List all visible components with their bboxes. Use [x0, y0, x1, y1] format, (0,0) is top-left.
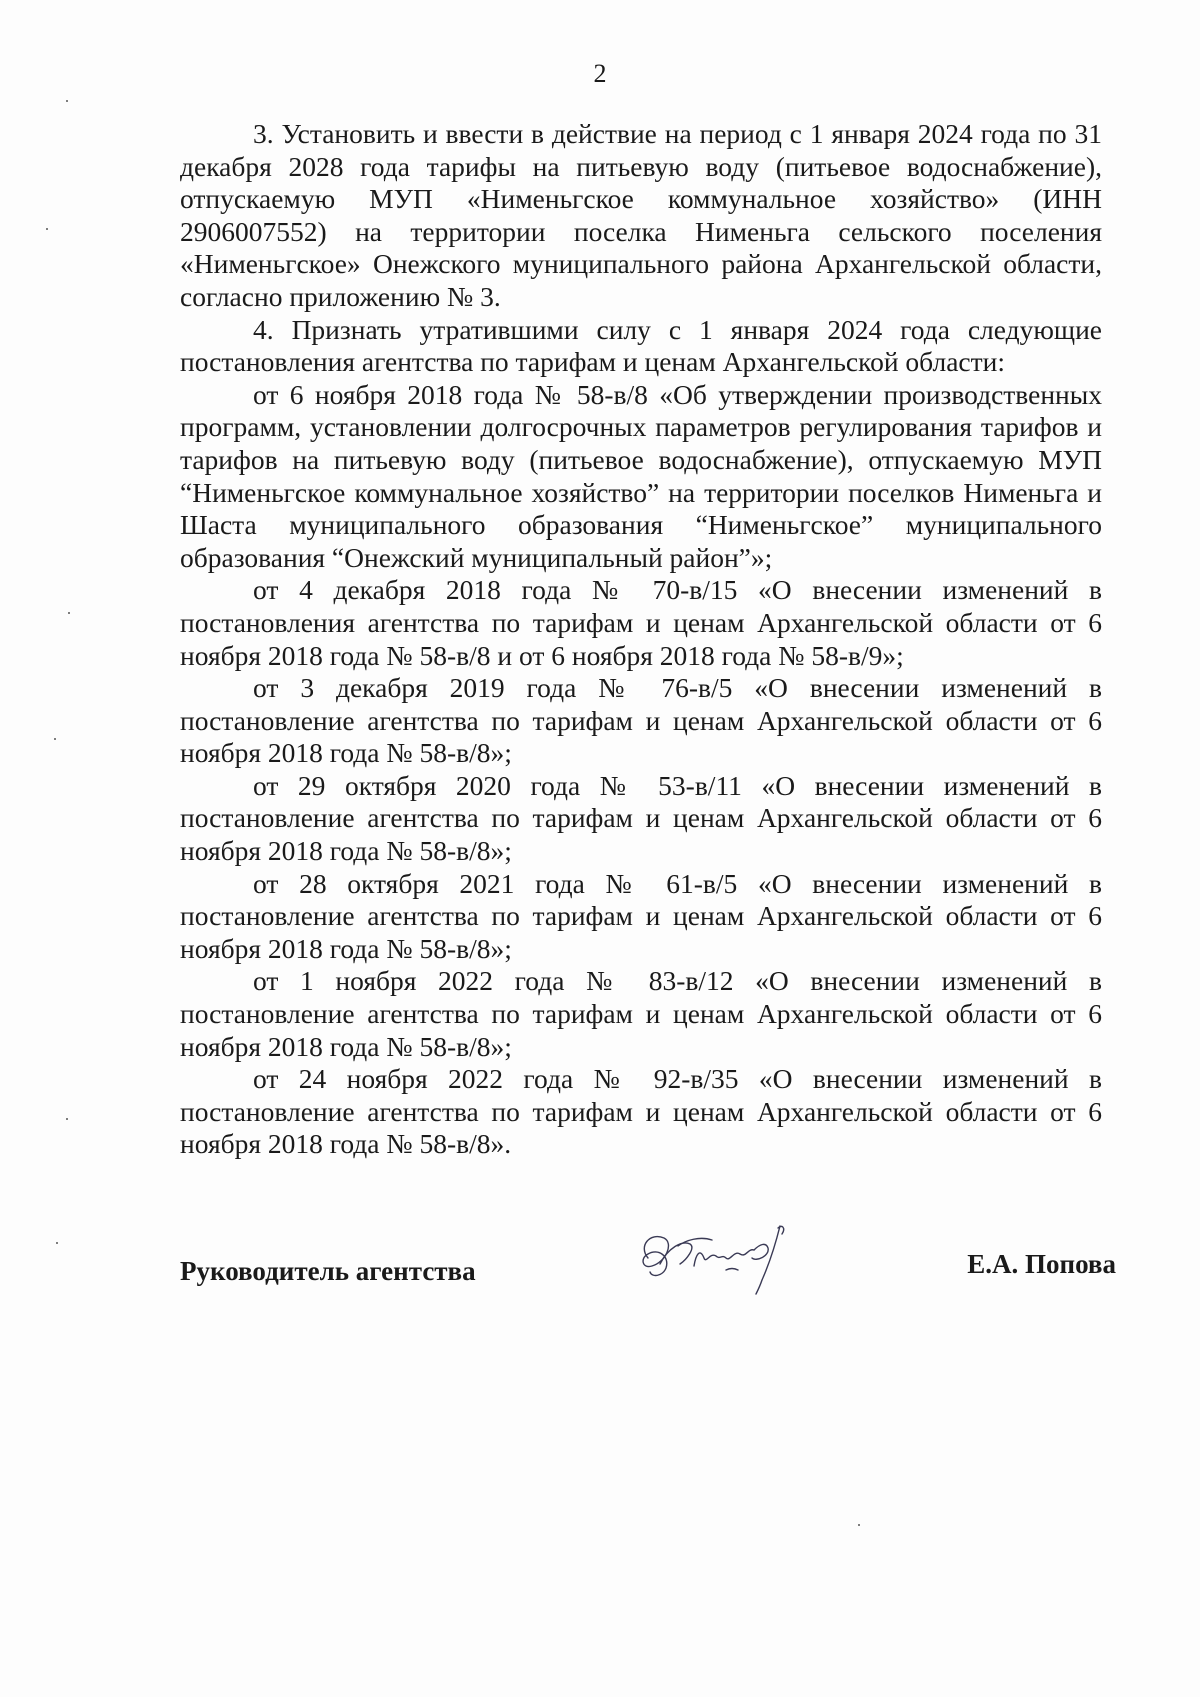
page-number: 2 — [593, 59, 607, 88]
signatory-title: Руководитель агентства — [180, 1256, 476, 1286]
scan-speck — [56, 1242, 58, 1244]
scan-speck — [46, 228, 48, 230]
scan-speck — [66, 1118, 68, 1120]
repealed-decree-item: от 24 ноября 2022 года № 92-в/35 «О внесении изменений в постановление агентства по тарифам и ценам Архангельской области от 6 ноября 2018 года № 58-в/8». — [180, 1063, 1102, 1160]
scan-speck — [858, 1524, 860, 1526]
repealed-decree-item: от 4 декабря 2018 года № 70-в/15 «О внесении изменений в постановления агентства по тарифам и ценам Архангельской области от 6 ноября 2018 года № 58-в/8 и от 6 ноября 2018 года № 58-в/9»; — [180, 574, 1102, 671]
document-body — [180, 118, 1102, 1161]
scan-speck — [68, 612, 70, 614]
handwritten-signature — [630, 1218, 810, 1298]
scan-speck — [66, 100, 68, 102]
repealed-decree-item: от 1 ноября 2022 года № 83-в/12 «О внесении изменений в постановление агентства по тарифам и ценам Архангельской области от 6 ноября 2018 года № 58-в/8»; — [180, 965, 1102, 1062]
signatory-name: Е.А. Попова — [967, 1249, 1116, 1279]
repealed-decree-item: от 28 октября 2021 года № 61-в/5 «О внесении изменений в постановление агентства по тарифам и ценам Архангельской области от 6 ноября 2018 года № 58-в/8»; — [180, 867, 1102, 964]
repealed-decree-item: от 3 декабря 2019 года № 76-в/5 «О внесении изменений в постановление агентства по тарифам и ценам Архангельской области от 6 ноября 2018 года № 58-в/8»; — [180, 672, 1102, 769]
repealed-decree-item: от 29 октября 2020 года № 53-в/11 «О внесении изменений в постановление агентства по тарифам и ценам Архангельской области от 6 ноября 2018 года № 58-в/8»; — [180, 769, 1102, 867]
paragraph-item-3: 3. Установить и ввести в действие на период с 1 января 2024 года по 31 декабря 2028 года тарифы на питьевую воду (питьевое водоснабжение), отпускаемую МУП «Нименьгское коммунальное хозяйство» (ИНН 2906007552) на территории поселка Нименьга сельского поселения «Нименьгское» Онежского муниципального района Архангельской области, согласно приложению № 3. — [180, 118, 1102, 312]
repealed-decree-item: от 6 ноября 2018 года № 58-в/8 «Об утверждении производственных программ, установлении долгосрочных параметров регулирования тарифов и тарифов на питьевую воду (питьевое водоснабжение), отпускаемую МУП “Нименьгское коммунальное хозяйство” на территории поселков Нименьга и Шаста муниципального образования “Нименьгское” муниципального образования “Онежский муниципальный район”»; — [180, 378, 1102, 573]
paragraph-item-4: 4. Признать утратившими силу с 1 января 2024 года следующие постановления агентства по тарифам и ценам Архангельской области: — [180, 313, 1102, 378]
scan-speck — [54, 738, 56, 740]
